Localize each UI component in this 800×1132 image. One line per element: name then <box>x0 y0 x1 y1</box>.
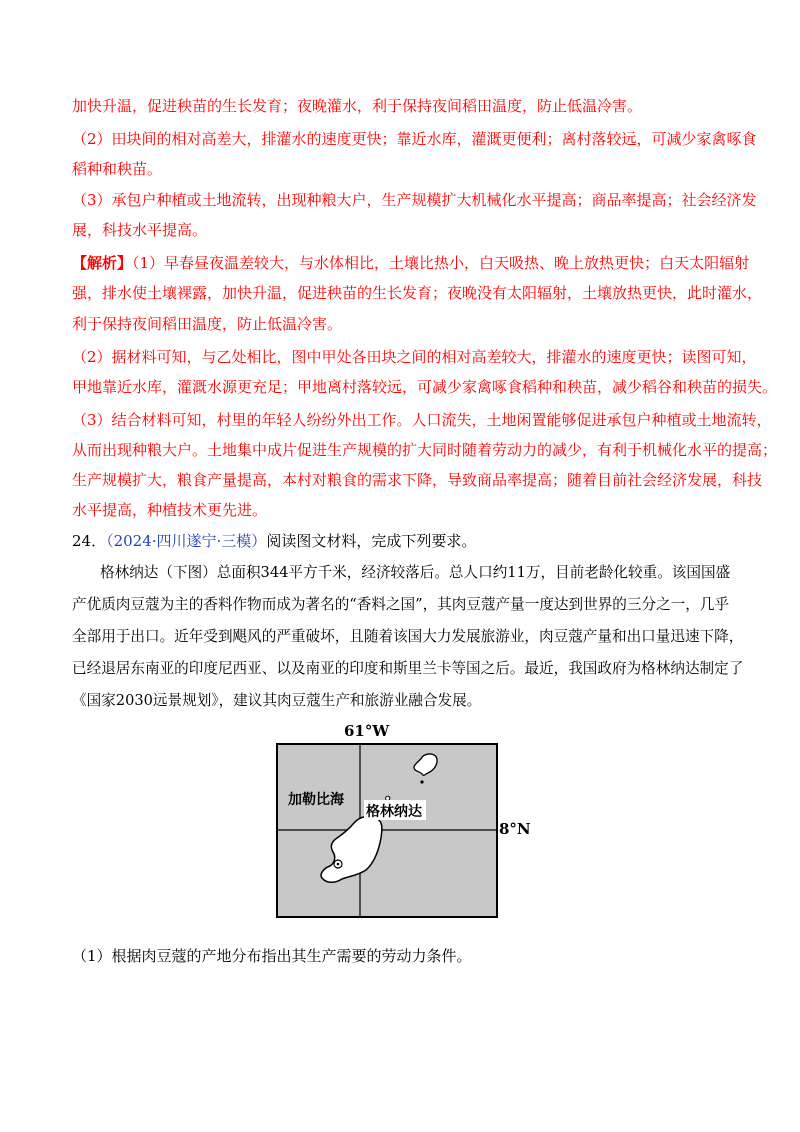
answer-line: （3）承包户种植或土地流转，出现种粮大户，生产规模扩大机械化水平提高；商品率提高；社会经济发 <box>72 191 757 209</box>
material-line: 已经退居东南亚的印度尼西亚、以及南亚的印度和斯里兰卡等国之后。最近，我国政府为格林纳达制定了 <box>72 660 744 677</box>
analysis-line: 从而出现种粮大户。土地集中成片促进生产规模的扩大同时随着劳动力的减少，有利于机械化水平的提高； <box>72 441 778 459</box>
analysis-line: 生产规模扩大，粮食产量提高，本村对粮食的需求下降，导致商品率提高；随着目前社会经济发展，科技 <box>72 471 763 489</box>
material-line: 产优质肉豆蔻为主的香料作物而成为著名的“香料之国”，其肉豆蔻产量一度达到世界的三分之一，几乎 <box>72 596 730 613</box>
analysis-line: （2）据材料可知，与乙处相比，图中甲处各田块之间的相对高差较大，排灌水的速度更快；读图可知， <box>72 348 757 366</box>
question-number: 24． <box>72 532 107 550</box>
capital-dot <box>337 863 340 866</box>
answer-line: 展，科技水平提高。 <box>72 221 208 239</box>
material-line: 全部用于出口。近年受到飓风的严重破坏，且随着该国大力发展旅游业，肉豆蔻产量和出口量迅速下降， <box>72 628 744 645</box>
islet-dot <box>420 780 423 783</box>
analysis-tag: 【解析】 <box>72 254 133 272</box>
analysis-line: （3）结合材料可知，村里的年轻人纷纷外出工作。人口流失，土地闲置能够促进承包户种植或土地流转， <box>72 411 772 429</box>
analysis-line: 甲地靠近水库，灌溉水源更充足；甲地离村落较远，可减少家禽啄食稻种和秧苗，减少稻谷和秧苗的损失。 <box>72 378 778 396</box>
answer-line: （2）田块间的相对高差大，排灌水的速度更快；靠近水库，灌溉更便利；离村落较远，可减少家禽啄食 <box>72 130 757 148</box>
country-label: 格林纳达 <box>366 804 422 820</box>
material-line: 格林纳达（下图）总面积344平方千米，经济较落后。总人口约11万，目前老龄化较重。该国国盛 <box>100 564 731 581</box>
question-source-link[interactable]: （2024·四川遂宁·三模） <box>106 532 267 550</box>
sub-question-1: （1）根据肉豆蔻的产地分布指出其生产需要的劳动力条件。 <box>72 947 472 965</box>
grenada-map <box>272 716 542 925</box>
question-header <box>72 530 476 552</box>
material-line: 《国家2030远景规划》，建议其肉豆蔻生产和旅游业融合发展。 <box>72 692 482 709</box>
longitude-label: 61°W <box>344 722 390 740</box>
analysis-line: 水平提高，种植技术更先进。 <box>72 501 268 519</box>
answer-line: 加快升温，促进秧苗的生长发育；夜晚灌水，利于保持夜间稻田温度，防止低温冷害。 <box>72 97 643 115</box>
analysis-first-text: （1）早春昼夜温差较大，与水体相比，土壤比热小，白天吸热、晚上放热更快；白天太阳辐射 <box>132 254 750 272</box>
analysis-line: 利于保持夜间稻田温度，防止低温冷害。 <box>72 315 343 333</box>
latitude-label: 8°N <box>499 820 531 838</box>
question-instruction: 阅读图文材料，完成下列要求。 <box>266 532 477 550</box>
analysis-first-line <box>72 252 749 274</box>
answer-line: 稻种和秧苗。 <box>72 160 163 178</box>
analysis-line: 强，排水使土壤裸露，加快升温，促进秧苗的生长发育；夜晚没有太阳辐射，土壤放热更快，此时灌水， <box>72 284 763 302</box>
sea-label: 加勒比海 <box>288 792 344 808</box>
